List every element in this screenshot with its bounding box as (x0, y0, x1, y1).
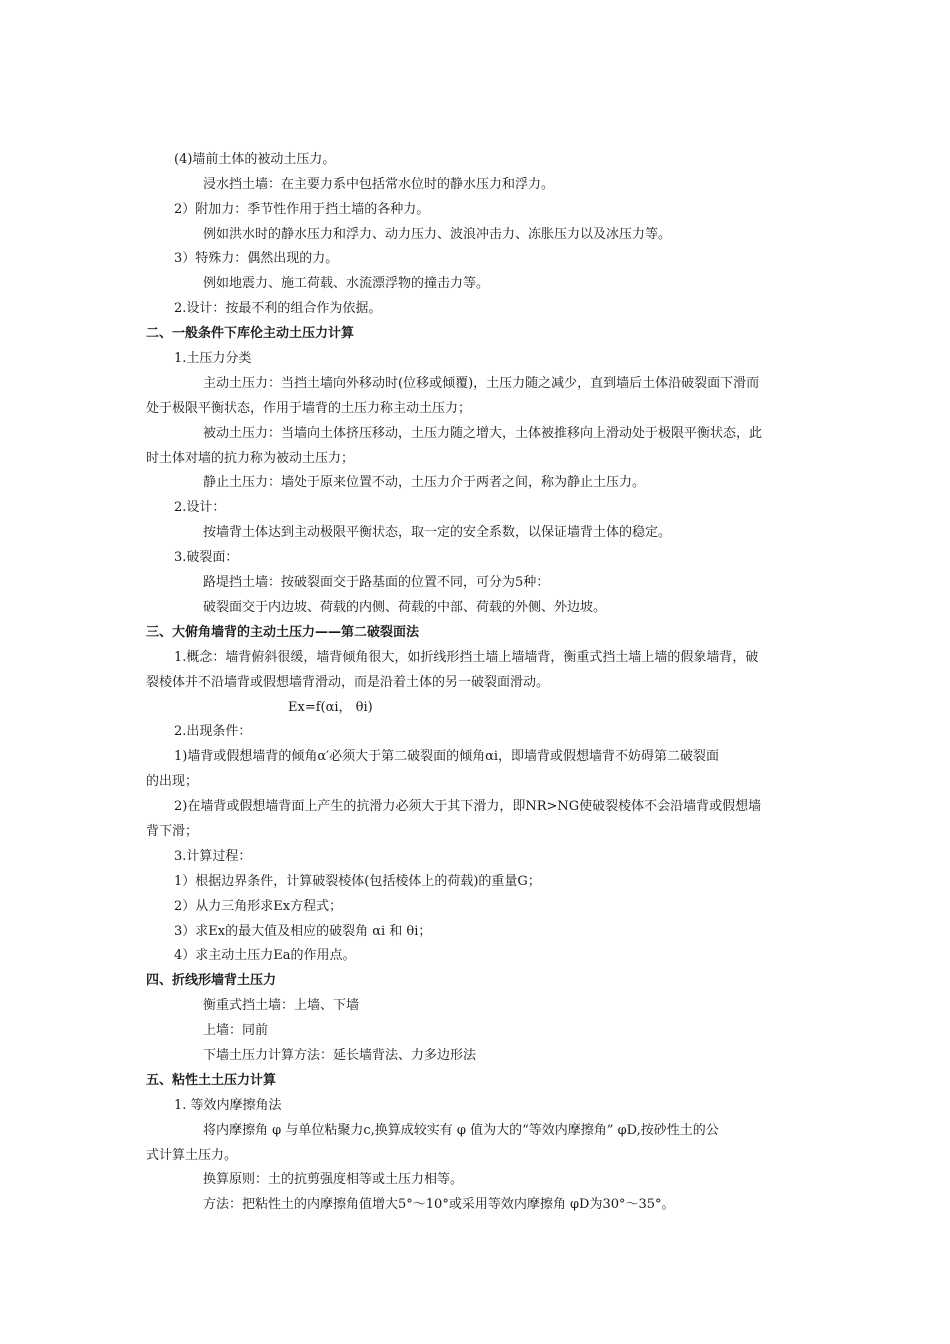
text-line: 的出现； (146, 774, 199, 789)
text-line: 上墙：同前 (203, 1023, 269, 1038)
text-line: 4）求主动土压力Ea的作用点。 (174, 948, 356, 963)
text-line: 时土体对墙的抗力称为被动土压力； (146, 451, 355, 466)
text-line: 被动土压力：当墙向土体挤压移动，土压力随之增大，土体被推移向上滑动处于极限平衡状态，此 (203, 426, 763, 441)
text-line: 2)在墙背或假想墙背面上产生的抗滑力必须大于其下滑力，即NR>NG使破裂棱体不会沿墙背或假想墙 (174, 799, 762, 814)
text-line: 2）附加力：季节性作用于挡土墙的各种力。 (174, 202, 430, 217)
text-line: 3）求Ex的最大值及相应的破裂角 αi 和 θi； (174, 924, 432, 939)
text-line: 处于极限平衡状态，作用于墙背的土压力称主动土压力； (146, 401, 472, 416)
text-line: 3.破裂面： (174, 550, 239, 565)
text-line: 2）从力三角形求Ex方程式； (174, 899, 343, 914)
text-line: 背下滑； (146, 824, 199, 839)
text-line: 方法：把粘性土的内摩擦角值增大5°～10°或采用等效内摩擦角 φD为30°～35°。 (203, 1197, 675, 1212)
text-line: 1. 等效内摩擦角法 (174, 1098, 282, 1113)
text-line: 例如地震力、施工荷载、水流漂浮物的撞击力等。 (203, 276, 490, 291)
text-line: 3.计算过程： (174, 849, 252, 864)
text-line: 下墙土压力计算方法：延长墙背法、力多边形法 (203, 1048, 477, 1063)
text-line: 2.设计： (174, 500, 226, 515)
section-heading: 四、折线形墙背土压力 (146, 973, 277, 988)
text-line: 1.概念：墙背俯斜很缓，墙背倾角很大，如折线形挡土墙上墙墙背，衡重式挡土墙上墙的假象墙背，破 (174, 650, 759, 665)
text-line: 3）特殊力：偶然出现的力。 (174, 251, 339, 266)
section-heading: 五、粘性土土压力计算 (146, 1073, 277, 1088)
text-line: 2.设计：按最不利的组合作为依据。 (174, 301, 382, 316)
text-line: 1）根据边界条件，计算破裂棱体(包括棱体上的荷载)的重量G； (174, 874, 541, 889)
text-line: 衡重式挡土墙：上墙、下墙 (203, 998, 360, 1013)
text-line: 式计算土压力。 (146, 1148, 238, 1163)
text-line: 将内摩擦角 φ 与单位粘聚力c,换算成较实有 φ 值为大的“等效内摩擦角” φD,按砂性土的公 (203, 1123, 719, 1138)
formula: Ex=f(αi， θi) (288, 700, 373, 715)
section-heading: 二、一般条件下库伦主动土压力计算 (146, 326, 355, 341)
section-heading: 三、大俯角墙背的主动土压力——第二破裂面法 (146, 625, 420, 640)
text-line: 例如洪水时的静水压力和浮力、动力压力、波浪冲击力、冻胀压力以及冰压力等。 (203, 227, 672, 242)
text-line: 1)墙背或假想墙背的倾角α′必须大于第二破裂面的倾角αi，即墙背或假想墙背不妨碍第二破裂面 (174, 749, 720, 764)
text-line: 路堤挡土墙：按破裂面交于路基面的位置不同，可分为5种： (203, 575, 550, 590)
text-line: (4)墙前土体的被动土压力。 (174, 152, 336, 167)
text-line: 破裂面交于内边坡、荷载的内侧、荷载的中部、荷载的外侧、外边坡。 (203, 600, 607, 615)
text-line: 主动土压力：当挡土墙向外移动时(位移或倾覆)，土压力随之减少，直到墙后土体沿破裂面下滑而 (203, 376, 760, 391)
text-line: 浸水挡土墙：在主要力系中包括常水位时的静水压力和浮力。 (203, 177, 555, 192)
text-line: 换算原则：土的抗剪强度相等或土压力相等。 (203, 1172, 464, 1187)
text-line: 裂棱体并不沿墙背或假想墙背滑动，而是沿着土体的另一破裂面滑动。 (146, 675, 550, 690)
text-line: 按墙背土体达到主动极限平衡状态，取一定的安全系数，以保证墙背土体的稳定。 (203, 525, 672, 540)
text-line: 1.土压力分类 (174, 351, 252, 366)
text-line: 静止土压力：墙处于原来位置不动，土压力介于两者之间，称为静止土压力。 (203, 475, 646, 490)
text-line: 2.出现条件： (174, 724, 252, 739)
